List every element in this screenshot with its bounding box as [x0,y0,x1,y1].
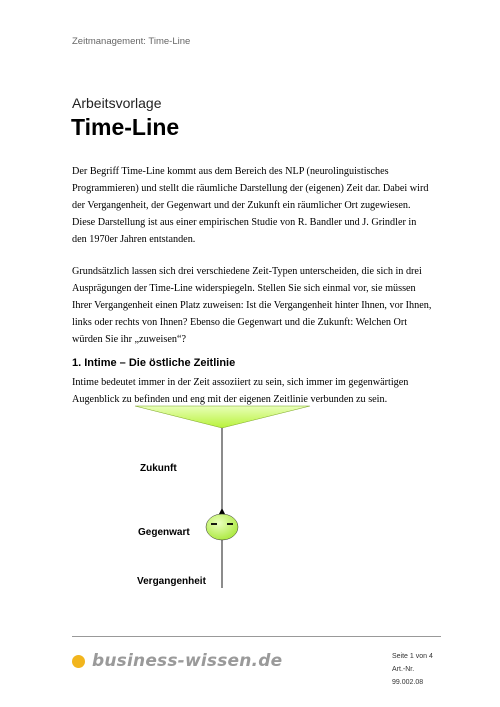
question-paragraph: Grundsätzlich lassen sich drei verschiedene Zeit-Typen unterscheiden, die sich in drei Ausprägungen der Time-Line widerspiegeln. Stellen Sie sich einmal vor, sie müssen Ihrer Vergangenheit einen Platz zuweisen: Ist die Vergangenheit hinter Ihnen, vor Ihnen, links oder rechts von Ihnen? Ebenso die Gegenwart und die Zukunft: Welchen Ort würden Sie ihr „zuweisen“? [72,266,432,346]
intro-paragraph: Der Begriff Time-Line kommt aus dem Bereich des NLP (neurolinguistisches Programmieren) und stellt die räumliche Darstellung der (eigenen) Zeit dar. Dabei wird der Vergangenheit, der Gegenwart und der Zukunft ein räumlicher Ort zugewiesen. Diese Darstellung ist aus einer empirischen Studie von R. Bandler und J. Grindler in den 1970er Jahren entstanden. [72,166,429,246]
timeline-diagram [0,400,500,595]
footer-divider [72,636,441,637]
timeline-arrow-shape [135,406,310,428]
logo-dot-icon [72,655,85,668]
page-number: Seite 1 von 4 [392,653,433,660]
label-future: Zukunft [140,463,177,474]
article-number: Art.-Nr. 99.002.08 [392,666,424,686]
section-heading-intime: 1. Intime – Die östliche Zeitlinie [72,357,236,369]
logo-text: business-wissen.de [92,651,283,671]
document-title: Time-Line [71,114,180,140]
footer-meta [392,650,442,689]
label-present: Gegenwart [138,527,190,538]
label-past: Vergangenheit [137,576,206,587]
document-subtitle: Arbeitsvorlage [72,95,162,111]
person-head-icon [206,514,238,540]
page-header: Zeitmanagement: Time-Line [72,36,191,47]
section-text-intime: Intime bedeutet immer in der Zeit assoziiert zu sein, sich immer im gegenwärtigen Augenblick zu befinden und eng mit der eigenen Zeitlinie verbunden zu sein. [72,377,409,406]
business-wissen-logo [72,651,282,671]
